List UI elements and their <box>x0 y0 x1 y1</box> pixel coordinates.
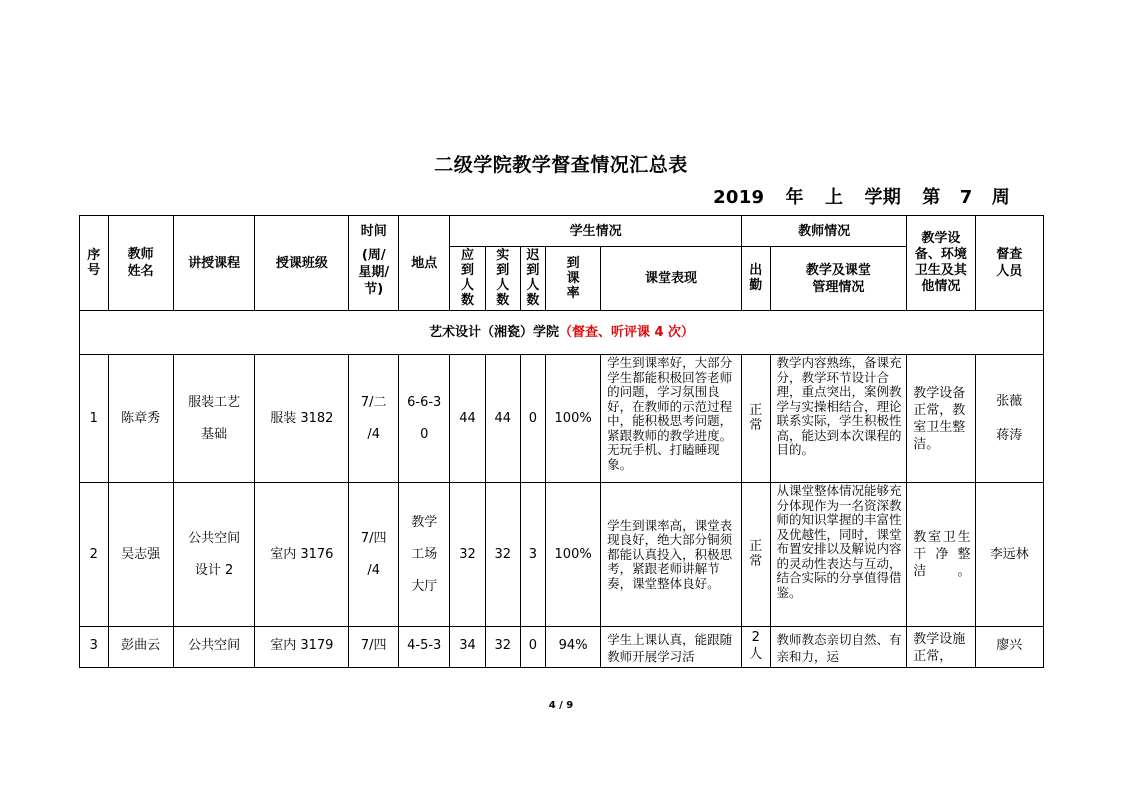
row-facilities: 教学设备正常，教室卫生整洁。 <box>907 355 975 483</box>
row-attendance: 2人 <box>741 627 770 668</box>
header-time: 时间 <box>349 216 399 247</box>
page-number: 4 / 9 <box>548 700 574 711</box>
table-row <box>80 355 1044 483</box>
row-rate: 100% <box>546 483 601 627</box>
row-course: 公共空间 <box>173 627 255 668</box>
row-expected: 44 <box>450 355 486 483</box>
row-late: 3 <box>520 483 546 627</box>
header-class: 授课班级 <box>255 216 349 311</box>
header-late: 迟到人数 <box>520 247 546 311</box>
row-rate: 100% <box>546 355 601 483</box>
row-performance: 学生到课率高，课堂表现良好，绝大部分铜须都能认真投入，积极思考，紧跟老师讲解节奏，课堂整体良好。 <box>601 483 742 627</box>
row-expected: 34 <box>450 627 486 668</box>
row-class: 服装 3182 <box>255 355 349 483</box>
row-class: 室内 3176 <box>255 483 349 627</box>
section-row <box>80 311 1044 355</box>
row-actual: 32 <box>485 627 520 668</box>
table-row <box>80 483 1044 627</box>
row-time: 7/四 /4 <box>349 483 399 627</box>
row-teacher: 彭曲云 <box>108 627 173 668</box>
section-note: （督查、听评课 4 次） <box>558 325 695 340</box>
row-actual: 44 <box>485 355 520 483</box>
term-week-line <box>713 183 1010 209</box>
row-place: 6-6-3 0 <box>399 355 450 483</box>
row-course: 公共空间 设计 2 <box>173 483 255 627</box>
row-late: 0 <box>520 627 546 668</box>
row-inspector: 廖兴 <box>975 627 1043 668</box>
header-students: 学生情况 <box>450 216 742 247</box>
year: 2019 <box>713 187 765 208</box>
week-prefix: 第 <box>922 187 941 208</box>
inspection-table <box>79 215 1044 668</box>
row-late: 0 <box>520 355 546 483</box>
row-time: 7/二 /4 <box>349 355 399 483</box>
row-expected: 32 <box>450 483 486 627</box>
row-attendance: 正常 <box>741 355 770 483</box>
row-management: 教师教态亲切自然、有亲和力，运 <box>770 627 907 668</box>
page-title: 二级学院教学督查情况汇总表 <box>434 154 688 176</box>
row-course: 服装工艺 基础 <box>173 355 255 483</box>
row-inspector: 张薇 蒋涛 <box>975 355 1043 483</box>
row-inspector: 李远林 <box>975 483 1043 627</box>
header-course: 讲授课程 <box>173 216 255 311</box>
row-facilities: 教室卫生干净整洁。 <box>907 483 975 627</box>
row-class: 室内 3179 <box>255 627 349 668</box>
row-place: 教学 工场 大厅 <box>399 483 450 627</box>
row-seq: 3 <box>80 627 109 668</box>
row-performance: 学生到课率好，大部分学生都能积极回答老师的问题，学习氛围良好，在教师的示范过程中，能积极思考问题，紧跟教师的教学进度。无玩手机、打瞌睡现象。 <box>601 355 742 483</box>
header-inspector: 督查人员 <box>975 216 1043 311</box>
row-performance: 学生上课认真，能跟随教师开展学习活 <box>601 627 742 668</box>
row-management: 教学内容熟练，备课充分，教学环节设计合理，重点突出，案例教学与实操相结合，理论联系实际，学生积极性高，能达到本次课程的目的。 <box>770 355 907 483</box>
row-actual: 32 <box>485 483 520 627</box>
table-row <box>80 627 1044 668</box>
section-name: 艺术设计（湘瓷）学院 <box>428 325 559 340</box>
header-attendance: 出勤 <box>741 247 770 311</box>
header-management: 教学及课堂 管理情况 <box>770 247 907 311</box>
header-facilities: 教学设备、环境卫生及其他情况 <box>907 216 975 311</box>
row-attendance: 正常 <box>741 483 770 627</box>
year-label: 年 <box>785 187 804 208</box>
header-place: 地点 <box>399 216 450 311</box>
row-teacher: 陈章秀 <box>108 355 173 483</box>
header-teacher: 教师姓名 <box>108 216 173 311</box>
header-rate: 到课率 <box>546 247 601 311</box>
row-management: 从课堂整体情况能够充分体现作为一名资深教师的知识掌握的丰富性及优越性，同时，课堂布置安排以及解说内容的灵动性表达与互动，结合实际的分享值得借鉴。 <box>770 483 907 627</box>
term: 上 <box>825 187 844 208</box>
header-performance: 课堂表现 <box>601 247 742 311</box>
row-teacher: 吴志强 <box>108 483 173 627</box>
row-place: 4-5-3 <box>399 627 450 668</box>
week-label: 周 <box>991 187 1010 208</box>
row-time: 7/四 <box>349 627 399 668</box>
header-seq: 序号 <box>80 216 109 311</box>
header-teacher-situation: 教师情况 <box>741 216 906 247</box>
row-seq: 2 <box>80 483 109 627</box>
week-number: 7 <box>959 187 973 208</box>
row-facilities: 教学设施正常， <box>907 627 975 668</box>
header-time-detail: (周/星期/节) <box>349 247 399 311</box>
row-rate: 94% <box>546 627 601 668</box>
header-actual: 实到人数 <box>485 247 520 311</box>
header-expected: 应到人数 <box>450 247 486 311</box>
row-seq: 1 <box>80 355 109 483</box>
term-label: 学期 <box>864 187 902 208</box>
